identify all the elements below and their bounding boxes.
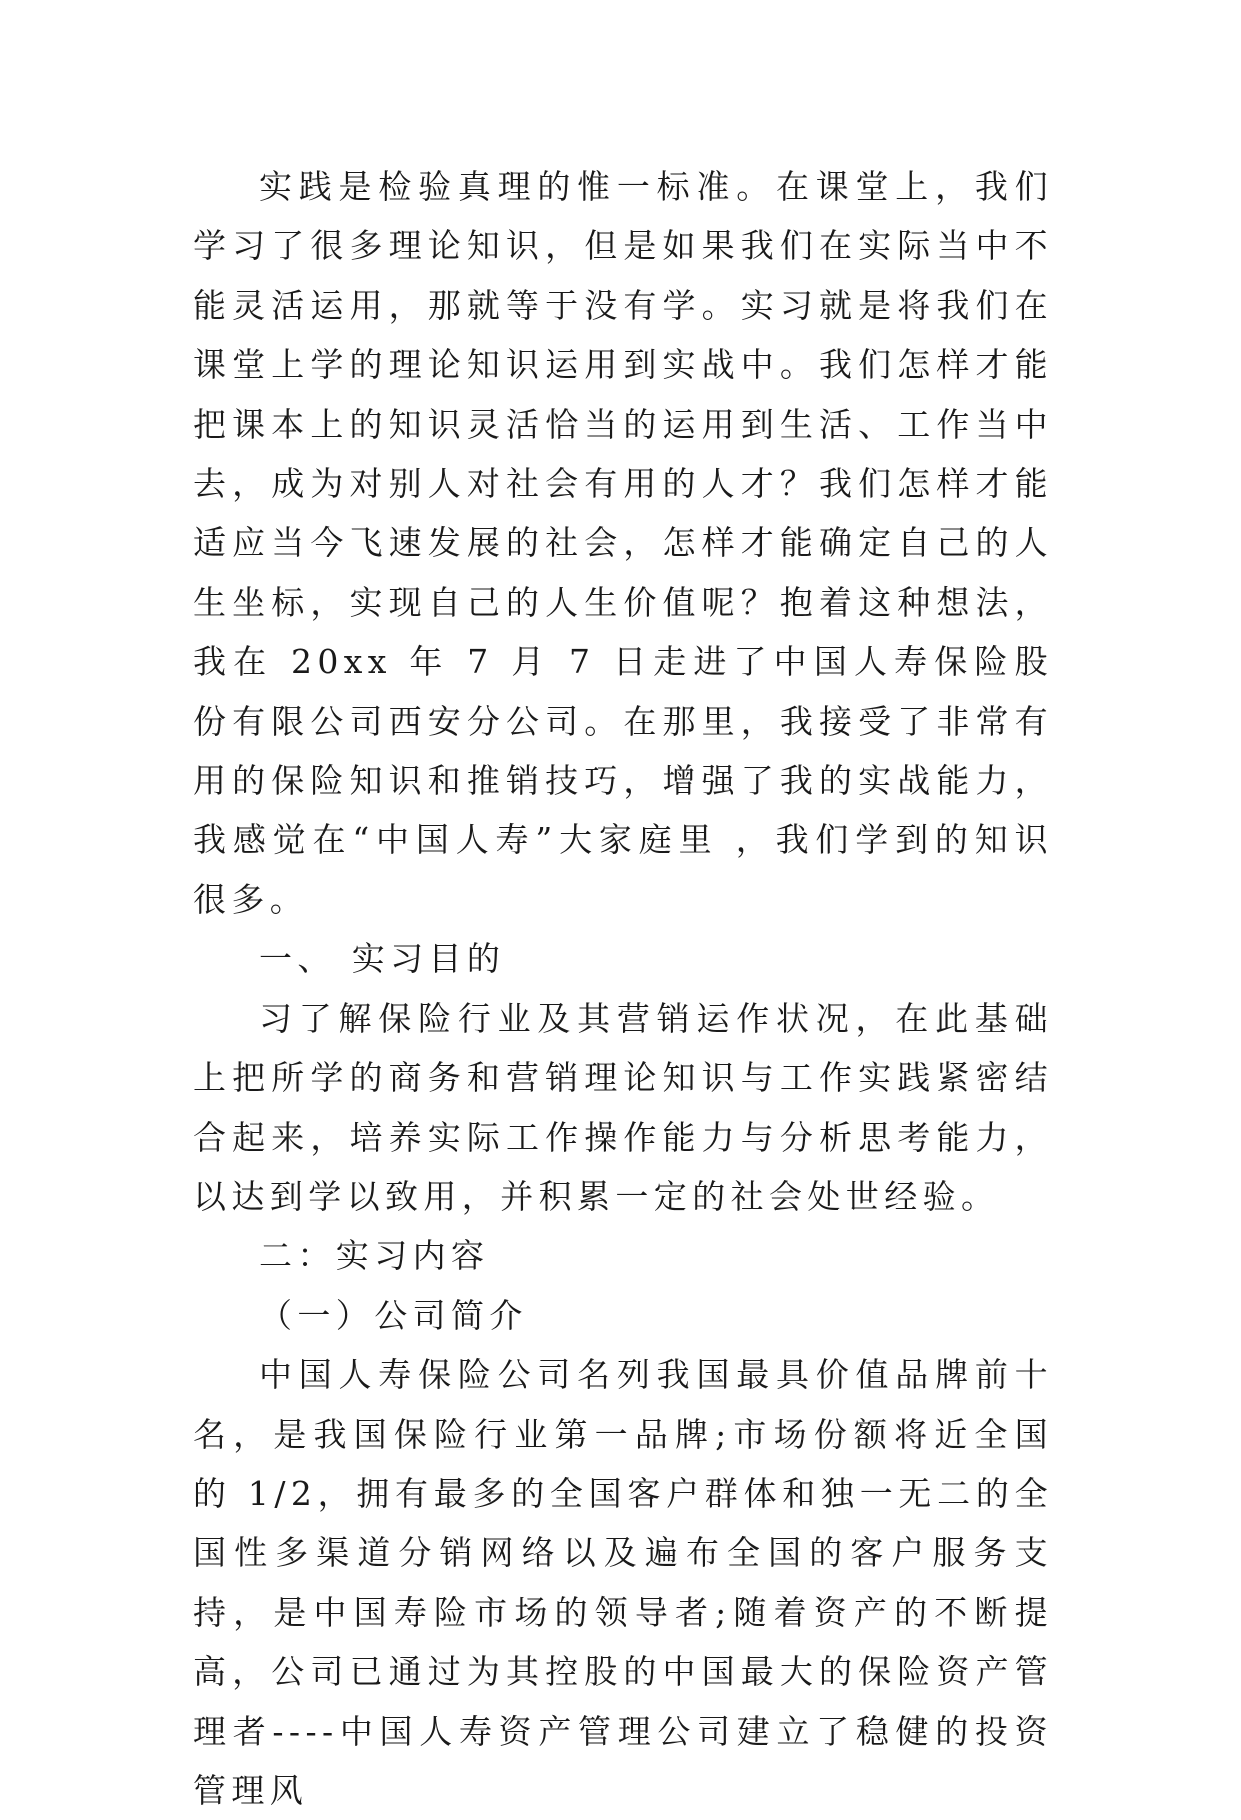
section-1-heading: 一、 实习目的 bbox=[259, 939, 506, 979]
section-2-subheading-company-intro: （一）公司简介 bbox=[259, 1295, 528, 1335]
section-2-heading: 二：实习内容 bbox=[259, 1236, 490, 1276]
section-1-paragraph: 习了解保险行业及其营销运作状况，在此基础上把所学的商务和营销理论知识与工作实践紧密结合起来，培养实际工作操作能力与分析思考能力，以达到学以致用，并积累一定的社会处世经验。 bbox=[193, 998, 1053, 1216]
intro-paragraph: 实践是检验真理的惟一标准。在课堂上，我们学习了很多理论知识，但是如果我们在实际当中不能灵活运用，那就等于没有学。实习就是将我们在课堂上学的理论知识运用到实战中。我们怎样才能把课本上的知识灵活恰当的运用到生活、工作当中去，成为对别人对社会有用的人才？我们怎样才能适应当今飞速发展的社会，怎样才能确定自己的人生坐标，实现自己的人生价值呢？抱着这种想法，我在 20xx 年 7 月 7 日走进了中国人寿保险股份有限公司西安分公司。在那里，我接受了非常有用的保险知识和推销技巧，增强了我的实战能力，我感觉在“中国人寿”大家庭里 ，我们学到的知识很多。 bbox=[193, 167, 1053, 919]
company-intro-paragraph: 中国人寿保险公司名列我国最具价值品牌前十名，是我国保险行业第一品牌;市场份额将近全国的 1/2，拥有最多的全国客户群体和独一无二的全国性多渠道分销网络以及遍布全国的客户服务支持，是中国寿险市场的领导者;随着资产的不断提高，公司已通过为其控股的中国最大的保险资产管理者----中国人寿资产管理公司建立了稳健的投资管理风 bbox=[193, 1355, 1053, 1810]
document-body bbox=[193, 157, 1053, 1820]
